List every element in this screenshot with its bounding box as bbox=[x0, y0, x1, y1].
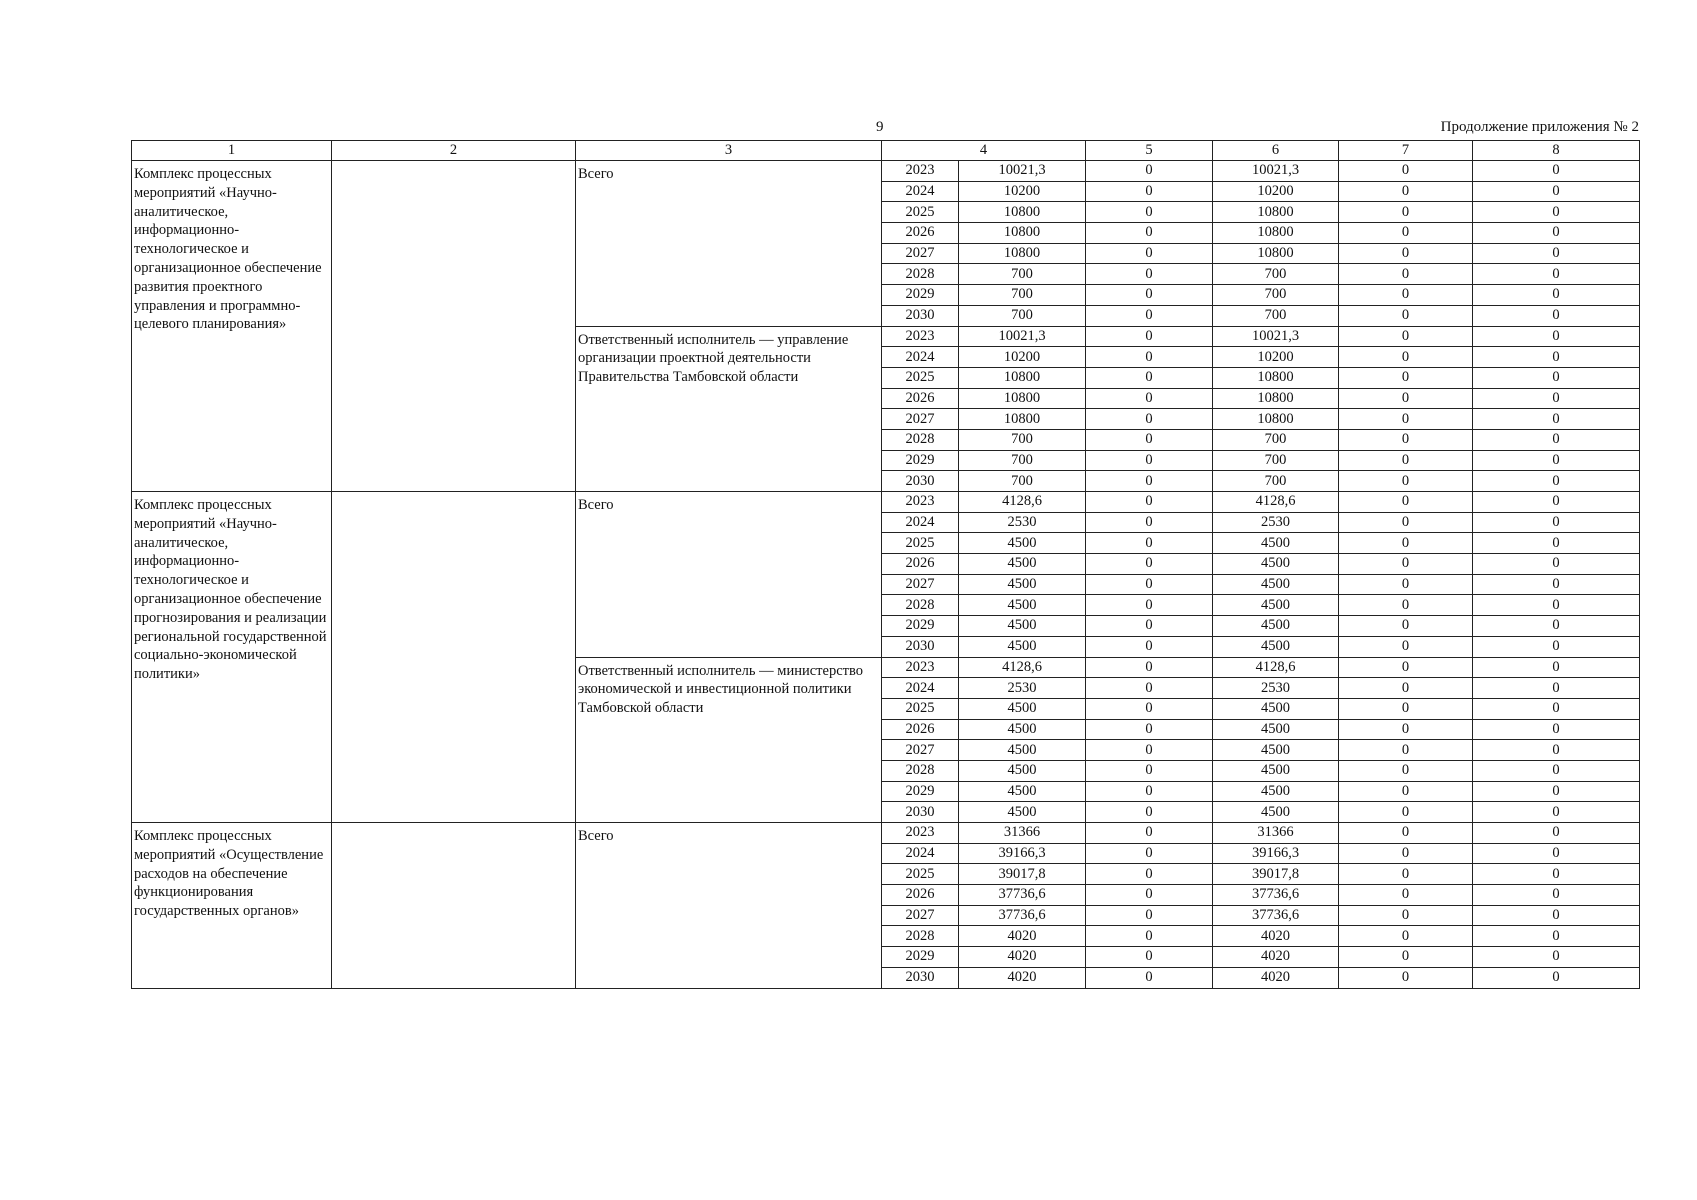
local-cell: 0 bbox=[1339, 554, 1473, 575]
funding-source-label: Всего bbox=[576, 161, 882, 327]
regional-cell: 4500 bbox=[1213, 616, 1339, 637]
year-cell: 2026 bbox=[882, 388, 959, 409]
year-cell: 2024 bbox=[882, 347, 959, 368]
regional-cell: 10800 bbox=[1213, 367, 1339, 388]
federal-cell: 0 bbox=[1086, 347, 1213, 368]
other-cell: 0 bbox=[1473, 885, 1640, 906]
federal-cell: 0 bbox=[1086, 740, 1213, 761]
total-cell: 39166,3 bbox=[959, 843, 1086, 864]
year-cell: 2030 bbox=[882, 802, 959, 823]
other-cell: 0 bbox=[1473, 905, 1640, 926]
federal-cell: 0 bbox=[1086, 512, 1213, 533]
other-cell: 0 bbox=[1473, 202, 1640, 223]
column-number-1: 1 bbox=[132, 141, 332, 161]
year-cell: 2027 bbox=[882, 740, 959, 761]
year-cell: 2029 bbox=[882, 781, 959, 802]
total-cell: 4500 bbox=[959, 554, 1086, 575]
other-cell: 0 bbox=[1473, 492, 1640, 513]
total-cell: 700 bbox=[959, 285, 1086, 306]
local-cell: 0 bbox=[1339, 905, 1473, 926]
total-cell: 4500 bbox=[959, 802, 1086, 823]
regional-cell: 10800 bbox=[1213, 202, 1339, 223]
regional-cell: 4500 bbox=[1213, 574, 1339, 595]
regional-cell: 4500 bbox=[1213, 636, 1339, 657]
year-cell: 2028 bbox=[882, 926, 959, 947]
other-cell: 0 bbox=[1473, 616, 1640, 637]
year-cell: 2030 bbox=[882, 471, 959, 492]
year-cell: 2027 bbox=[882, 409, 959, 430]
federal-cell: 0 bbox=[1086, 657, 1213, 678]
federal-cell: 0 bbox=[1086, 326, 1213, 347]
other-cell: 0 bbox=[1473, 781, 1640, 802]
local-cell: 0 bbox=[1339, 429, 1473, 450]
regional-cell: 4128,6 bbox=[1213, 492, 1339, 513]
activity-name: Комплекс процессных мероприятий «Научно-аналитическое, информационно-технологическое и организационное обеспечение прогнозирования и реализации региональной государственной социально-экономической политики» bbox=[132, 492, 332, 823]
column-number-6: 6 bbox=[1213, 141, 1339, 161]
year-cell: 2024 bbox=[882, 678, 959, 699]
year-cell: 2030 bbox=[882, 305, 959, 326]
federal-cell: 0 bbox=[1086, 595, 1213, 616]
federal-cell: 0 bbox=[1086, 161, 1213, 182]
other-cell: 0 bbox=[1473, 305, 1640, 326]
other-cell: 0 bbox=[1473, 554, 1640, 575]
other-cell: 0 bbox=[1473, 409, 1640, 430]
local-cell: 0 bbox=[1339, 326, 1473, 347]
column-number-8: 8 bbox=[1473, 141, 1640, 161]
federal-cell: 0 bbox=[1086, 967, 1213, 988]
total-cell: 10021,3 bbox=[959, 326, 1086, 347]
funding-source-label: Ответственный исполнитель — министерство экономической и инвестиционной политики Тамбовской области bbox=[576, 657, 882, 823]
other-cell: 0 bbox=[1473, 947, 1640, 968]
federal-cell: 0 bbox=[1086, 181, 1213, 202]
total-cell: 37736,6 bbox=[959, 885, 1086, 906]
local-cell: 0 bbox=[1339, 409, 1473, 430]
local-cell: 0 bbox=[1339, 367, 1473, 388]
local-cell: 0 bbox=[1339, 823, 1473, 844]
total-cell: 10800 bbox=[959, 223, 1086, 244]
year-cell: 2028 bbox=[882, 760, 959, 781]
total-cell: 4128,6 bbox=[959, 492, 1086, 513]
total-cell: 700 bbox=[959, 450, 1086, 471]
activity-name: Комплекс процессных мероприятий «Осуществление расходов на обеспечение функционирования государственных органов» bbox=[132, 823, 332, 989]
total-cell: 4500 bbox=[959, 740, 1086, 761]
column-number-5: 5 bbox=[1086, 141, 1213, 161]
year-cell: 2025 bbox=[882, 864, 959, 885]
year-cell: 2028 bbox=[882, 264, 959, 285]
federal-cell: 0 bbox=[1086, 885, 1213, 906]
federal-cell: 0 bbox=[1086, 926, 1213, 947]
other-cell: 0 bbox=[1473, 719, 1640, 740]
federal-cell: 0 bbox=[1086, 285, 1213, 306]
regional-cell: 10200 bbox=[1213, 347, 1339, 368]
regional-cell: 4128,6 bbox=[1213, 657, 1339, 678]
local-cell: 0 bbox=[1339, 305, 1473, 326]
local-cell: 0 bbox=[1339, 843, 1473, 864]
regional-cell: 4500 bbox=[1213, 802, 1339, 823]
other-cell: 0 bbox=[1473, 471, 1640, 492]
local-cell: 0 bbox=[1339, 264, 1473, 285]
total-cell: 4128,6 bbox=[959, 657, 1086, 678]
regional-cell: 37736,6 bbox=[1213, 905, 1339, 926]
regional-cell: 4020 bbox=[1213, 926, 1339, 947]
local-cell: 0 bbox=[1339, 492, 1473, 513]
total-cell: 10800 bbox=[959, 202, 1086, 223]
local-cell: 0 bbox=[1339, 719, 1473, 740]
other-cell: 0 bbox=[1473, 264, 1640, 285]
column-number-4: 4 bbox=[882, 141, 1086, 161]
regional-cell: 10021,3 bbox=[1213, 161, 1339, 182]
federal-cell: 0 bbox=[1086, 429, 1213, 450]
local-cell: 0 bbox=[1339, 471, 1473, 492]
funding-source-label: Ответственный исполнитель — управление организации проектной деятельности Правительства Тамбовской области bbox=[576, 326, 882, 492]
other-cell: 0 bbox=[1473, 926, 1640, 947]
federal-cell: 0 bbox=[1086, 367, 1213, 388]
federal-cell: 0 bbox=[1086, 864, 1213, 885]
year-cell: 2027 bbox=[882, 243, 959, 264]
federal-cell: 0 bbox=[1086, 843, 1213, 864]
federal-cell: 0 bbox=[1086, 905, 1213, 926]
year-cell: 2024 bbox=[882, 181, 959, 202]
federal-cell: 0 bbox=[1086, 202, 1213, 223]
year-cell: 2029 bbox=[882, 947, 959, 968]
federal-cell: 0 bbox=[1086, 554, 1213, 575]
local-cell: 0 bbox=[1339, 512, 1473, 533]
federal-cell: 0 bbox=[1086, 947, 1213, 968]
appendix-continuation-note: Продолжение приложения № 2 bbox=[1440, 119, 1639, 135]
other-cell: 0 bbox=[1473, 533, 1640, 554]
local-cell: 0 bbox=[1339, 802, 1473, 823]
other-cell: 0 bbox=[1473, 450, 1640, 471]
year-cell: 2025 bbox=[882, 698, 959, 719]
regional-cell: 700 bbox=[1213, 450, 1339, 471]
local-cell: 0 bbox=[1339, 885, 1473, 906]
regional-cell: 4020 bbox=[1213, 947, 1339, 968]
regional-cell: 4500 bbox=[1213, 533, 1339, 554]
other-cell: 0 bbox=[1473, 367, 1640, 388]
federal-cell: 0 bbox=[1086, 678, 1213, 699]
other-cell: 0 bbox=[1473, 223, 1640, 244]
local-cell: 0 bbox=[1339, 781, 1473, 802]
other-cell: 0 bbox=[1473, 657, 1640, 678]
year-cell: 2027 bbox=[882, 905, 959, 926]
year-cell: 2025 bbox=[882, 533, 959, 554]
federal-cell: 0 bbox=[1086, 760, 1213, 781]
year-cell: 2029 bbox=[882, 285, 959, 306]
other-cell: 0 bbox=[1473, 740, 1640, 761]
regional-cell: 10800 bbox=[1213, 243, 1339, 264]
year-cell: 2023 bbox=[882, 161, 959, 182]
other-cell: 0 bbox=[1473, 243, 1640, 264]
year-cell: 2023 bbox=[882, 492, 959, 513]
funding-table bbox=[131, 140, 1640, 989]
federal-cell: 0 bbox=[1086, 802, 1213, 823]
local-cell: 0 bbox=[1339, 864, 1473, 885]
regional-cell: 4500 bbox=[1213, 595, 1339, 616]
table-row bbox=[132, 492, 1640, 513]
local-cell: 0 bbox=[1339, 285, 1473, 306]
federal-cell: 0 bbox=[1086, 616, 1213, 637]
year-cell: 2027 bbox=[882, 574, 959, 595]
local-cell: 0 bbox=[1339, 760, 1473, 781]
column-2-cell bbox=[332, 492, 576, 823]
local-cell: 0 bbox=[1339, 595, 1473, 616]
regional-cell: 4020 bbox=[1213, 967, 1339, 988]
federal-cell: 0 bbox=[1086, 223, 1213, 244]
local-cell: 0 bbox=[1339, 181, 1473, 202]
year-cell: 2024 bbox=[882, 843, 959, 864]
local-cell: 0 bbox=[1339, 223, 1473, 244]
total-cell: 10800 bbox=[959, 243, 1086, 264]
year-cell: 2030 bbox=[882, 636, 959, 657]
regional-cell: 2530 bbox=[1213, 512, 1339, 533]
local-cell: 0 bbox=[1339, 161, 1473, 182]
federal-cell: 0 bbox=[1086, 574, 1213, 595]
total-cell: 10021,3 bbox=[959, 161, 1086, 182]
federal-cell: 0 bbox=[1086, 243, 1213, 264]
total-cell: 10800 bbox=[959, 409, 1086, 430]
regional-cell: 10021,3 bbox=[1213, 326, 1339, 347]
total-cell: 700 bbox=[959, 471, 1086, 492]
local-cell: 0 bbox=[1339, 740, 1473, 761]
other-cell: 0 bbox=[1473, 161, 1640, 182]
other-cell: 0 bbox=[1473, 595, 1640, 616]
total-cell: 31366 bbox=[959, 823, 1086, 844]
local-cell: 0 bbox=[1339, 450, 1473, 471]
other-cell: 0 bbox=[1473, 347, 1640, 368]
total-cell: 2530 bbox=[959, 678, 1086, 699]
activity-name: Комплекс процессных мероприятий «Научно-аналитическое, информационно-технологическое и организационное обеспечение развития проектного управления и программно-целевого планирования» bbox=[132, 161, 332, 492]
other-cell: 0 bbox=[1473, 636, 1640, 657]
year-cell: 2023 bbox=[882, 326, 959, 347]
local-cell: 0 bbox=[1339, 243, 1473, 264]
local-cell: 0 bbox=[1339, 678, 1473, 699]
table-row bbox=[132, 161, 1640, 182]
local-cell: 0 bbox=[1339, 967, 1473, 988]
local-cell: 0 bbox=[1339, 698, 1473, 719]
other-cell: 0 bbox=[1473, 285, 1640, 306]
other-cell: 0 bbox=[1473, 802, 1640, 823]
column-number-3: 3 bbox=[576, 141, 882, 161]
regional-cell: 4500 bbox=[1213, 781, 1339, 802]
year-cell: 2026 bbox=[882, 554, 959, 575]
total-cell: 10200 bbox=[959, 181, 1086, 202]
year-cell: 2025 bbox=[882, 367, 959, 388]
federal-cell: 0 bbox=[1086, 305, 1213, 326]
regional-cell: 700 bbox=[1213, 429, 1339, 450]
local-cell: 0 bbox=[1339, 347, 1473, 368]
local-cell: 0 bbox=[1339, 636, 1473, 657]
regional-cell: 37736,6 bbox=[1213, 885, 1339, 906]
total-cell: 4500 bbox=[959, 574, 1086, 595]
local-cell: 0 bbox=[1339, 202, 1473, 223]
other-cell: 0 bbox=[1473, 512, 1640, 533]
total-cell: 4500 bbox=[959, 595, 1086, 616]
other-cell: 0 bbox=[1473, 760, 1640, 781]
year-cell: 2026 bbox=[882, 223, 959, 244]
total-cell: 4020 bbox=[959, 967, 1086, 988]
regional-cell: 700 bbox=[1213, 471, 1339, 492]
local-cell: 0 bbox=[1339, 574, 1473, 595]
funding-source-label: Всего bbox=[576, 492, 882, 658]
year-cell: 2028 bbox=[882, 429, 959, 450]
regional-cell: 10800 bbox=[1213, 223, 1339, 244]
year-cell: 2029 bbox=[882, 616, 959, 637]
regional-cell: 31366 bbox=[1213, 823, 1339, 844]
column-2-cell bbox=[332, 161, 576, 492]
other-cell: 0 bbox=[1473, 864, 1640, 885]
regional-cell: 10200 bbox=[1213, 181, 1339, 202]
other-cell: 0 bbox=[1473, 181, 1640, 202]
local-cell: 0 bbox=[1339, 926, 1473, 947]
federal-cell: 0 bbox=[1086, 492, 1213, 513]
total-cell: 4020 bbox=[959, 947, 1086, 968]
other-cell: 0 bbox=[1473, 678, 1640, 699]
column-number-row bbox=[132, 141, 1640, 161]
year-cell: 2028 bbox=[882, 595, 959, 616]
local-cell: 0 bbox=[1339, 388, 1473, 409]
local-cell: 0 bbox=[1339, 947, 1473, 968]
local-cell: 0 bbox=[1339, 657, 1473, 678]
column-2-cell bbox=[332, 823, 576, 989]
total-cell: 10800 bbox=[959, 388, 1086, 409]
total-cell: 4500 bbox=[959, 719, 1086, 740]
year-cell: 2023 bbox=[882, 823, 959, 844]
total-cell: 37736,6 bbox=[959, 905, 1086, 926]
regional-cell: 39017,8 bbox=[1213, 864, 1339, 885]
federal-cell: 0 bbox=[1086, 698, 1213, 719]
federal-cell: 0 bbox=[1086, 781, 1213, 802]
year-cell: 2023 bbox=[882, 657, 959, 678]
regional-cell: 4500 bbox=[1213, 760, 1339, 781]
total-cell: 700 bbox=[959, 264, 1086, 285]
other-cell: 0 bbox=[1473, 843, 1640, 864]
other-cell: 0 bbox=[1473, 326, 1640, 347]
local-cell: 0 bbox=[1339, 533, 1473, 554]
regional-cell: 10800 bbox=[1213, 409, 1339, 430]
total-cell: 10200 bbox=[959, 347, 1086, 368]
total-cell: 700 bbox=[959, 305, 1086, 326]
total-cell: 4500 bbox=[959, 533, 1086, 554]
federal-cell: 0 bbox=[1086, 636, 1213, 657]
regional-cell: 10800 bbox=[1213, 388, 1339, 409]
year-cell: 2024 bbox=[882, 512, 959, 533]
federal-cell: 0 bbox=[1086, 388, 1213, 409]
other-cell: 0 bbox=[1473, 698, 1640, 719]
year-cell: 2030 bbox=[882, 967, 959, 988]
regional-cell: 4500 bbox=[1213, 719, 1339, 740]
federal-cell: 0 bbox=[1086, 450, 1213, 471]
page-number: 9 bbox=[876, 119, 884, 135]
regional-cell: 4500 bbox=[1213, 698, 1339, 719]
total-cell: 2530 bbox=[959, 512, 1086, 533]
total-cell: 10800 bbox=[959, 367, 1086, 388]
federal-cell: 0 bbox=[1086, 264, 1213, 285]
regional-cell: 39166,3 bbox=[1213, 843, 1339, 864]
federal-cell: 0 bbox=[1086, 471, 1213, 492]
total-cell: 4500 bbox=[959, 781, 1086, 802]
regional-cell: 2530 bbox=[1213, 678, 1339, 699]
year-cell: 2029 bbox=[882, 450, 959, 471]
total-cell: 4020 bbox=[959, 926, 1086, 947]
regional-cell: 4500 bbox=[1213, 554, 1339, 575]
funding-source-label: Всего bbox=[576, 823, 882, 989]
total-cell: 4500 bbox=[959, 636, 1086, 657]
total-cell: 700 bbox=[959, 429, 1086, 450]
total-cell: 4500 bbox=[959, 698, 1086, 719]
local-cell: 0 bbox=[1339, 616, 1473, 637]
federal-cell: 0 bbox=[1086, 533, 1213, 554]
other-cell: 0 bbox=[1473, 823, 1640, 844]
year-cell: 2025 bbox=[882, 202, 959, 223]
other-cell: 0 bbox=[1473, 388, 1640, 409]
column-number-2: 2 bbox=[332, 141, 576, 161]
other-cell: 0 bbox=[1473, 967, 1640, 988]
total-cell: 4500 bbox=[959, 616, 1086, 637]
year-cell: 2026 bbox=[882, 719, 959, 740]
regional-cell: 700 bbox=[1213, 264, 1339, 285]
regional-cell: 700 bbox=[1213, 285, 1339, 306]
federal-cell: 0 bbox=[1086, 719, 1213, 740]
total-cell: 4500 bbox=[959, 760, 1086, 781]
year-cell: 2026 bbox=[882, 885, 959, 906]
federal-cell: 0 bbox=[1086, 823, 1213, 844]
other-cell: 0 bbox=[1473, 429, 1640, 450]
table-row bbox=[132, 823, 1640, 844]
total-cell: 39017,8 bbox=[959, 864, 1086, 885]
column-number-7: 7 bbox=[1339, 141, 1473, 161]
regional-cell: 700 bbox=[1213, 305, 1339, 326]
regional-cell: 4500 bbox=[1213, 740, 1339, 761]
federal-cell: 0 bbox=[1086, 409, 1213, 430]
other-cell: 0 bbox=[1473, 574, 1640, 595]
